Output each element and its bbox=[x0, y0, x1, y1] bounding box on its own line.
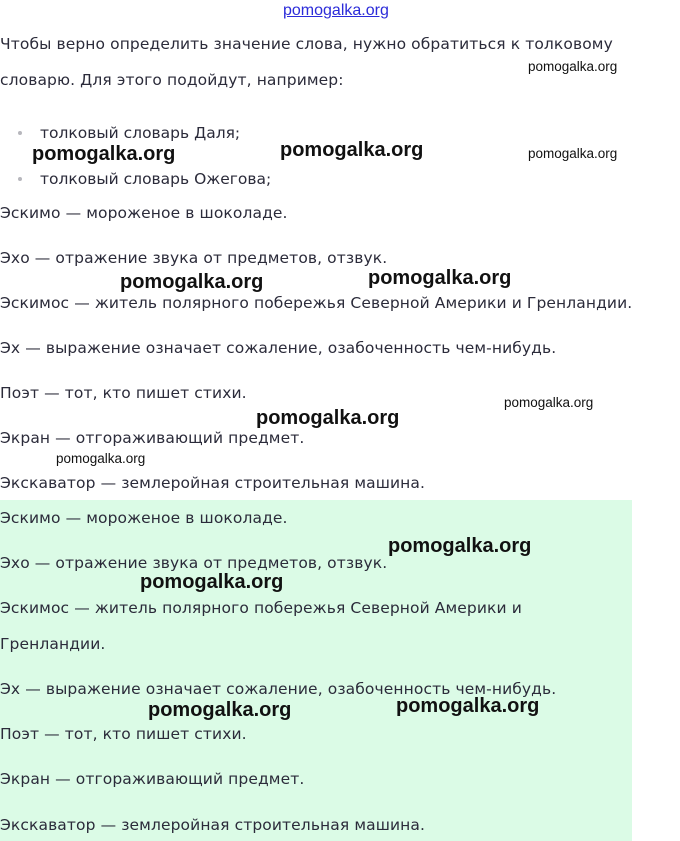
answer-line: Гренландии. bbox=[0, 635, 106, 653]
definition-line: Эскимос — житель полярного побережья Северной Америки и Гренландии. bbox=[0, 294, 633, 312]
watermark: pomogalka.org bbox=[280, 139, 424, 161]
watermark: pomogalka.org bbox=[148, 699, 292, 721]
watermark: pomogalka.org bbox=[368, 267, 512, 289]
answer-line: Эх — выражение означает сожаление, озабоченность чем-нибудь. bbox=[0, 680, 557, 698]
definition-line: Поэт — тот, кто пишет стихи. bbox=[0, 384, 247, 402]
intro-line-2: словарю. Для этого подойдут, например: bbox=[0, 71, 344, 89]
bullet-icon bbox=[18, 131, 22, 135]
answer-block bbox=[0, 500, 632, 841]
definition-line: Экран — отгораживающий предмет. bbox=[0, 429, 305, 447]
answer-line: Поэт — тот, кто пишет стихи. bbox=[0, 725, 247, 743]
intro-line-1: Чтобы верно определить значение слова, нужно обратиться к толковому bbox=[0, 35, 613, 53]
list-item: толковый словарь Ожегова; bbox=[40, 170, 272, 188]
answer-line: Эскимос — житель полярного побережья Северной Америки и bbox=[0, 599, 522, 617]
list-item: толковый словарь Даля; bbox=[40, 124, 241, 142]
watermark: pomogalka.org bbox=[528, 59, 618, 74]
watermark: pomogalka.org bbox=[528, 146, 618, 161]
watermark: pomogalka.org bbox=[32, 143, 176, 165]
watermark: pomogalka.org bbox=[388, 535, 532, 557]
definition-line: Эхо — отражение звука от предметов, отзвук. bbox=[0, 249, 388, 267]
answer-line: Экскаватор — землеройная строительная машина. bbox=[0, 816, 426, 834]
header-watermark-link[interactable]: pomogalka.org bbox=[283, 2, 389, 19]
answer-line: Эскимо — мороженое в шоколаде. bbox=[0, 509, 288, 527]
watermark: pomogalka.org bbox=[504, 395, 594, 410]
watermark: pomogalka.org bbox=[140, 571, 284, 593]
bullet-icon bbox=[18, 177, 22, 181]
definition-line: Эскимо — мороженое в шоколаде. bbox=[0, 204, 288, 222]
watermark: pomogalka.org bbox=[120, 271, 264, 293]
answer-line: Эхо — отражение звука от предметов, отзвук. bbox=[0, 554, 388, 572]
answer-line: Экран — отгораживающий предмет. bbox=[0, 770, 305, 788]
watermark: pomogalka.org bbox=[56, 451, 146, 466]
watermark: pomogalka.org bbox=[256, 407, 400, 429]
definition-line: Эх — выражение означает сожаление, озабоченность чем-нибудь. bbox=[0, 339, 557, 357]
definition-line: Экскаватор — землеройная строительная машина. bbox=[0, 474, 426, 492]
watermark: pomogalka.org bbox=[396, 695, 540, 717]
